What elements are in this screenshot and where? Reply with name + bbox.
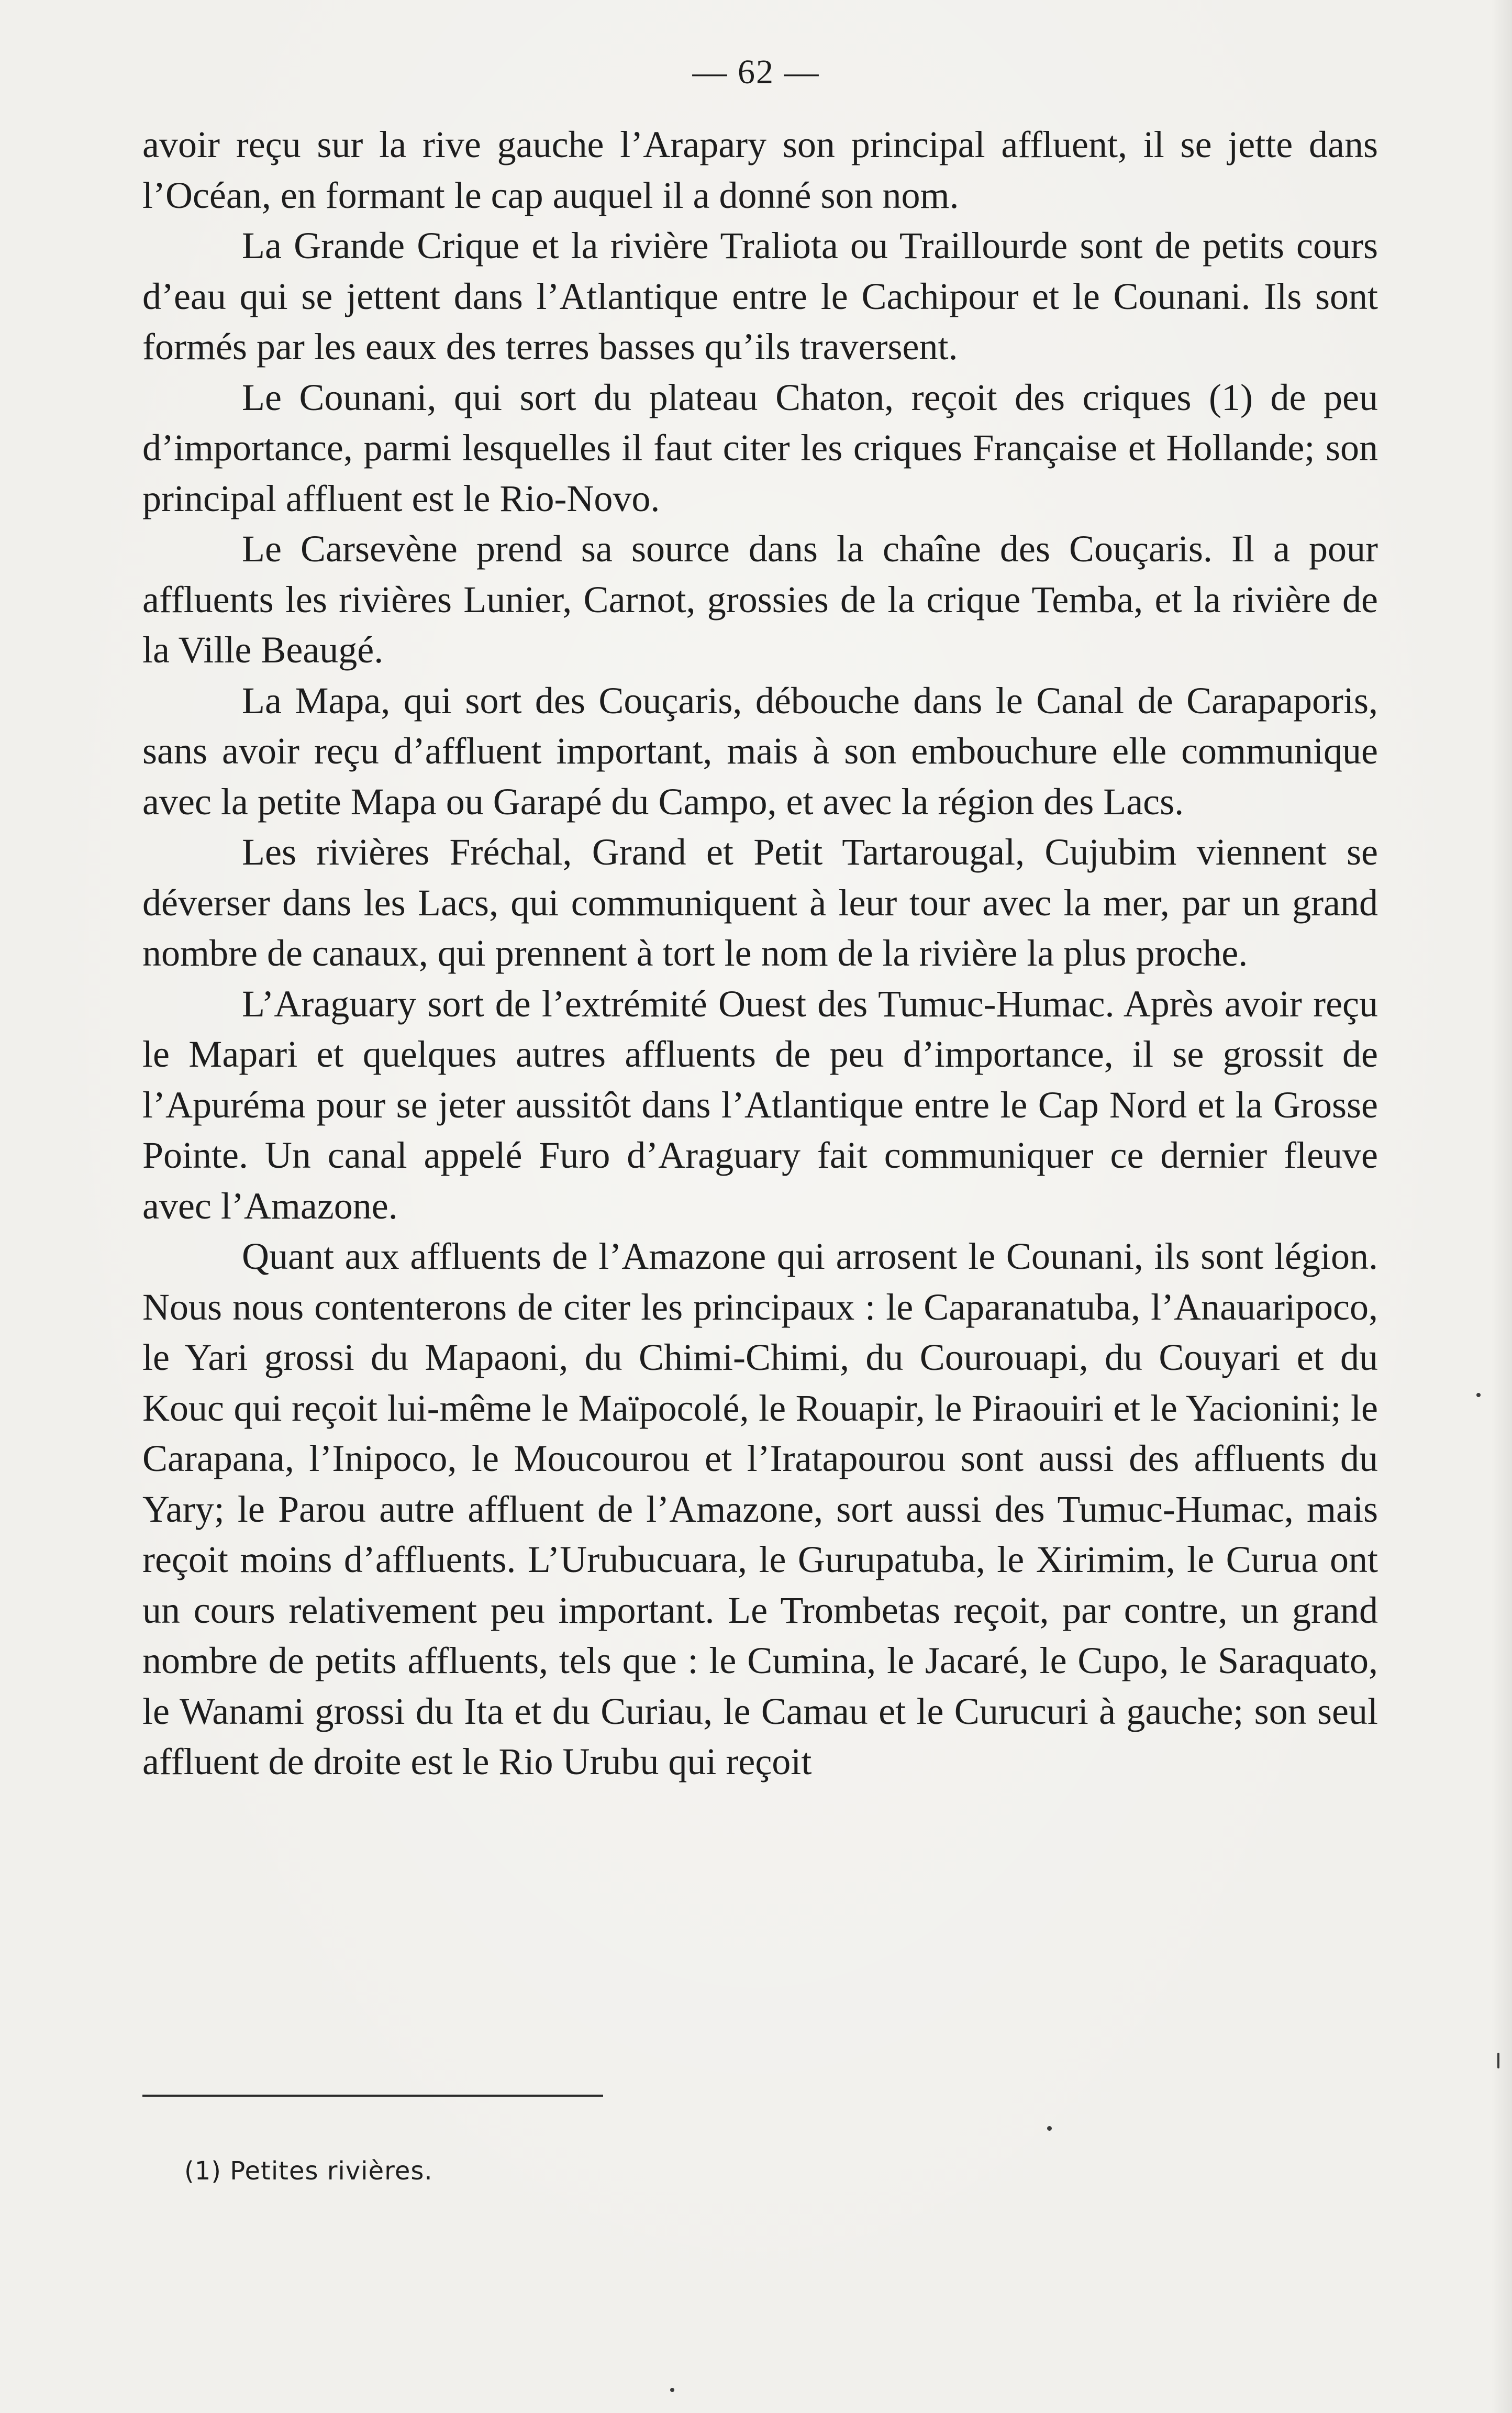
paragraph: La Grande Crique et la rivière Traliota ou Traillourde sont de petits cours d’eau qui se jettent dans l’Atlantique entre le Cachipour et le Counani. Ils sont formés par les eaux des terres basses qu’ils traversent. <box>142 225 1378 368</box>
print-speck <box>1047 2126 1052 2131</box>
footnote: (1) Petites rivières. <box>184 2156 433 2186</box>
paragraph: avoir reçu sur la rive gauche l’Arapary son principal affluent, il se jette dans l’Océan, en formant le cap auquel il a donné son nom. <box>142 124 1378 216</box>
paragraph: Le Counani, qui sort du plateau Chaton, reçoit des criques (1) de peu d’importance, parmi lesquelles il faut citer les criques Française et Hollande; son principal affluent est le Rio-Novo. <box>142 376 1378 519</box>
print-speck <box>670 2388 674 2392</box>
paragraph: La Mapa, qui sort des Couçaris, débouche dans le Canal de Carapaporis, sans avoir reçu d’affluent important, mais à son embouchure elle communique avec la petite Mapa ou Garapé du Campo, et avec la région des Lacs. <box>142 679 1378 823</box>
print-speck <box>1497 2053 1499 2068</box>
footnote-divider <box>142 2095 603 2097</box>
page-number: — 62 — <box>692 53 820 91</box>
print-speck <box>1476 1393 1481 1397</box>
body-text <box>142 119 1378 1787</box>
paragraph: Quant aux affluents de l’Amazone qui arrosent le Counani, ils sont légion. Nous nous contenterons de citer les principaux : le Caparanatuba, l’Anauaripoco, le Yari grossi du Mapaoni, du Chimi-Chimi, du Courouapi, du Couyari et du Kouc qui reçoit lui-même le Maïpocolé, le Rouapir, le Piraouiri et le Yacionini; le Carapana, l’Inipoco, le Moucourou et l’Iratapourou sont aussi des affluents du Yary; le Parou autre affluent de l’Amazone, sort aussi des Tumuc-Humac, mais reçoit moins d’affluents. L’Urubucuara, le Gurupatuba, le Xirimim, le Curua ont un cours relativement peu important. Le Trombetas reçoit, par contre, un grand nombre de petits affluents, tels que : le Cumina, le Jacaré, le Cupo, le Saraquato, le Wanami grossi du Ita et du Curiau, le Camau et le Curucuri à gauche; son seul affluent de droite est le Rio Urubu qui reçoit <box>142 1235 1378 1783</box>
paragraph: L’Araguary sort de l’extrémité Ouest des Tumuc-Humac. Après avoir reçu le Mapari et quelques autres affluents de peu d’importance, il se grossit de l’Apuréma pour se jeter aussitôt dans l’Atlantique entre le Cap Nord et la Grosse Pointe. Un canal appelé Furo d’Araguary fait communiquer ce dernier fleuve avec l’Amazone. <box>142 982 1378 1227</box>
page-edge-shadow <box>1491 0 1512 2413</box>
paragraph: Les rivières Fréchal, Grand et Petit Tartarougal, Cujubim viennent se déverser dans les Lacs, qui communiquent à leur tour avec la mer, par un grand nombre de canaux, qui prennent à tort le nom de la rivière la plus proche. <box>142 831 1378 974</box>
paragraph: Le Carsevène prend sa source dans la chaîne des Couçaris. Il a pour affluents les rivières Lunier, Carnot, grossies de la crique Temba, et la rivière de la Ville Beaugé. <box>142 528 1378 671</box>
